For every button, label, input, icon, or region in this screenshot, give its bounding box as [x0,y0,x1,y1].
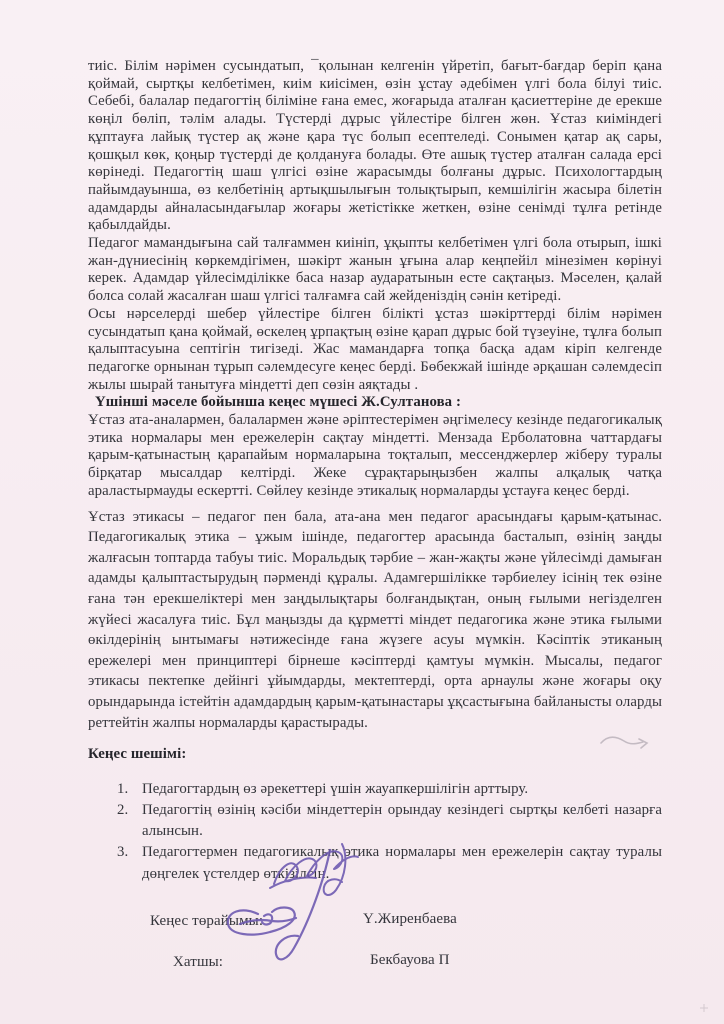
body-paragraph: Осы нәрселерді шебер үйлестіре білген білікті ұстаз шәкірттерді білім нәрімен сусындатып қана қоймай, өскелең ұрпақтың өзіне қарап дұрыс бой түзеуіне, тұлға болып қалыптасуына септігін тигізеді. Жас мамандарға топқа басқа адам кіріп келгенде педагогке орнынан тұрып сәлемдесуге кеңес берді. Бөбекжай ішінде әрқашан сәлемдесіп жылы шырай танытуға міндетті деп сөзін аяқтады . [88,305,662,393]
decision-item-number: 1. [117,780,129,797]
body-paragraph: Ұстаз этикасы – педагог пен бала, ата-ана мен педагог арасындағы қарым-қатынас. Педагогикалық этика – ұжым ішінде, педагогтер арасында басталып, өзінің заңды жалғасын топтарда табуы тиіс. Моральдық тәрбие – жан-жақты және үйлесімді дамыған адамды қалыптастырудың пәрменді құралы. Адамгершілікке тәрбиелеу ісінің тек өзіне ғана тән ерекшеліктері мен заңдылықтары болғандықтан, оның ғылыми негізделген жүйесі жасалуға тиіс. Бұл маңызды да құрметті міндет педагогика және этика ғылыми өкілдерінің ынтымағы нәтижесінде ғана жүзеге асуы мүмкін. Кәсіптік этиканың ережелері мен принциптері бірнеше кәсіптерді қамтуы мүмкін. Мысалы, педагог этикасы пектепке дейінгі ұйымдарды, мектептерді, орта арнаулы және жоғары оқу орындарында істейтін адамдардың қарым-қатынастары ұқсастығына байланысты оларды реттейтін жалпы нормаларды қарастырады. [88,508,662,731]
body-paragraph: тиіс. Білім нәрімен сусындатып, ¯қолынан келгенін үйретіп, бағыт-бағдар беріп қана қоймай, сыртқы келбетімен, киім киісімен, өзін ұстау әдебімен үлгі бола білуі тиіс. Себебі, балалар педагогтің біліміне ғана емес, жоғарыда аталған қасиеттеріне де ерекше көңіл бөліп, тәлім алады. Түстерді дұрыс үйлестіре білген жөн. Ұстаз киіміндегі құптауға лайық түстер ақ және қара түс болып есептеледі. Сонымен қатар ақ сары, қошқыл көк, қоңыр түстерді де қолдануға болады. Өте ашық түстер аталған салада ерсі көрінеді. Педагогтің шаш үлгісі өзіне жарасымды болғаны дұрыс. Психологтардың пайымдауынша, өз келбетінің артықшылығын толықтырып, кемшілігін жасыра білетін адамдарды айналасындағылар жоғары жетістікке жеткен, өзіне сенімді тұлға ретінде қабылдайды. [88,58,662,234]
decision-heading: Кеңес шешімі: [88,746,187,763]
decision-item-number: 3. [117,844,129,861]
decision-item [117,800,662,842]
speck-mark [698,1002,710,1014]
decision-item-text: Педагогтің өзінің кәсіби міндеттерін орындау кезіндегі сыртқы келбеті назарға алынсын. [142,802,662,840]
signature-row-secretary [88,941,662,980]
signature-role-label: Кеңес төрайымы: [150,912,264,929]
decision-item-number: 2. [117,802,129,819]
signature-name: Бекбауова П [370,951,450,968]
signature-row-chair [88,902,662,941]
decision-item-text: Педагогтардың өз әрекеттері үшін жауапкершілігін арттыру. [142,780,529,797]
decision-item [117,779,662,800]
signature-name: Ү.Жиренбаева [363,910,457,927]
body-paragraph: Педагог мамандығына сай талғаммен киініп, ұқыпты келбетімен үлгі бола отырып, ішкі жан-дүниесінің көркемдігімен, шәкірт жанын ұғына алар кеңпейіл мінезімен көрінуі керек. Адамдар үйлесімділікке баса назар аударатынын есте сақтаңыз. Мәселен, қалай болса солай жасалған шаш үлгісі талғамға сай жейденіздің сәнін кетіреді. [88,235,662,305]
body-paragraph: Ұстаз ата-аналармен, балалармен және әріптестерімен әңгімелесу кезінде педагогикалық этика нормалары мен ережелерін сақтау міндетті. Мензада Ерболатовна чаттардағы қарым-қатынастың қарапайым нормаларына тоқталып, мессенджерлер жіберу туралы бірқатар мысалдар келтірді. Жеке сұрақтарыңызбен жалпы алқалық чатқа араластырмауды ескертті. Сөйлеу кезінде этикалық нормаларды ұстауға кеңес берді. [88,412,662,499]
decision-item-text: Педагогтермен педагогикалық этика нормалары мен ережелерін сақтау туралы дөңгелек үстелдер өткізілсін. [142,844,662,882]
signature-role-label: Хатшы: [173,953,224,970]
section-heading: Үшінші мәселе бойынша кеңес мүшесі Ж.Султанова : [95,394,462,411]
decision-list [88,779,662,885]
document-body [88,58,662,980]
signature-block [88,902,662,980]
decision-item [117,842,662,884]
